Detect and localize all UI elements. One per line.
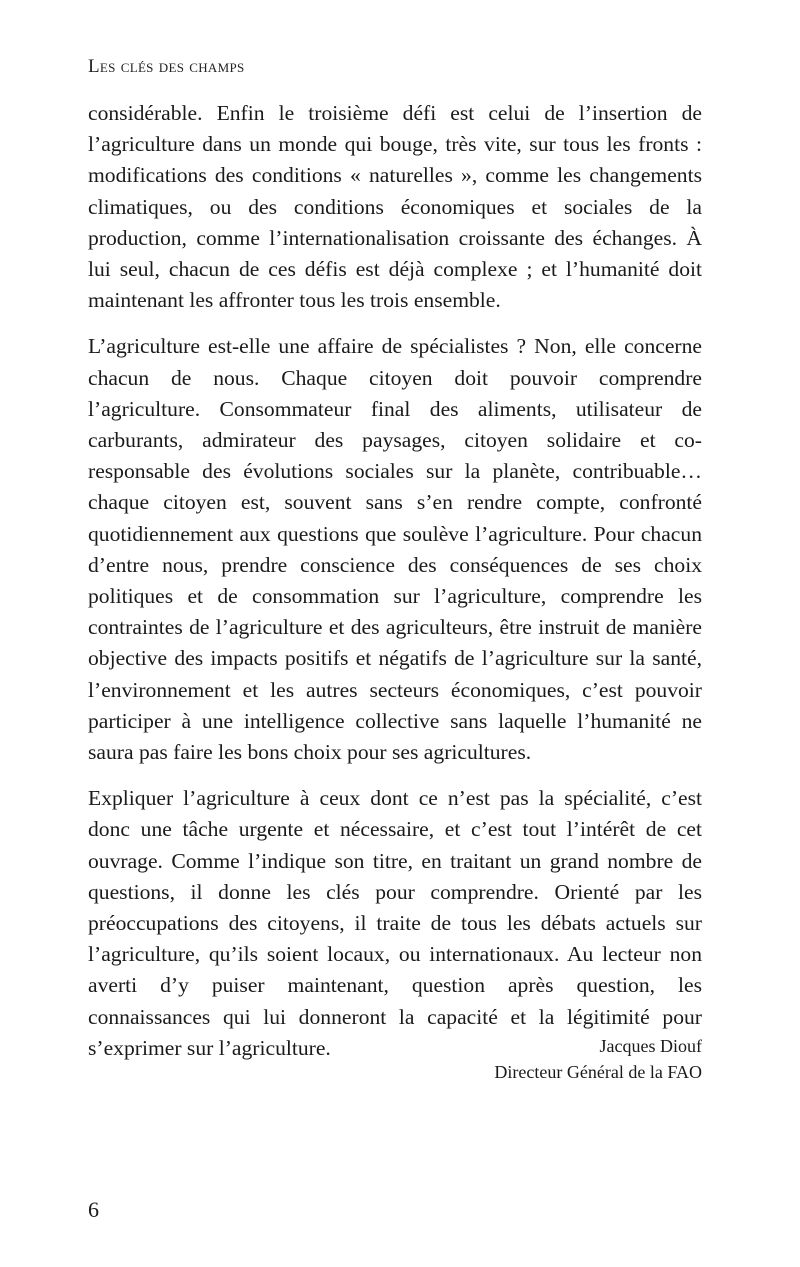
paragraph-2: L’agriculture est-elle une affaire de spécialistes ? Non, elle concerne chacun de nous. Chaque citoyen doit pouvoir comprendre l’agriculture. Consommateur final des aliments, utilisateur de carburants, admirateur des paysages, citoyen solidaire et co-responsable des évolutions sociales sur la planète, contribuable… chaque citoyen est, souvent sans s’en rendre compte, confronté quotidiennement aux questions que soulève l’agriculture. Pour chacun d’entre nous, prendre conscience des conséquences de ses choix politiques et de consommation sur l’agriculture, comprendre les contraintes de l’agriculture et des agriculteurs, être instruit de manière objective des impacts positifs et négatifs de l’agriculture sur la santé, l’environnement et les autres secteurs économiques, c’est pouvoir participer à une intelligence collective sans laquelle l’humanité ne saura pas faire les bons choix pour ses agricultures. [88,334,702,765]
body-text [88,98,702,1079]
signature-name: Jacques Diouf [599,1036,702,1056]
paragraph-3: Expliquer l’agriculture à ceux dont ce n’est pas la spécialité, c’est donc une tâche urgente et nécessaire, et c’est tout l’intérêt de cet ouvrage. Comme l’indique son titre, en traitant un grand nombre de questions, il donne les clés pour comprendre. Orienté par les préoccupations des citoyens, il traite de tous les débats actuels sur l’agriculture, qu’ils soient locaux, ou internationaux. Au lecteur non averti d’y puiser maintenant, question après question, les connaissances qui lui donneront la capacité et la légitimité pour s’exprimer sur l’agriculture. [88,786,702,1060]
signature-title: Directeur Général de la FAO [494,1062,702,1082]
signature-block [494,1033,702,1085]
paragraph-1: considérable. Enfin le troisième défi est celui de l’insertion de l’agriculture dans un monde qui bouge, très vite, sur tous les fronts : modifications des conditions « naturelles », comme les changements climatiques, ou des conditions économiques et sociales de la production, comme l’internationalisation croissante des échanges. À lui seul, chacun de ces défis est déjà complexe ; et l’humanité doit maintenant les affronter tous les trois ensemble. [88,101,702,313]
page-number: 6 [88,1197,99,1222]
running-header: Les clés des champs [88,56,245,77]
